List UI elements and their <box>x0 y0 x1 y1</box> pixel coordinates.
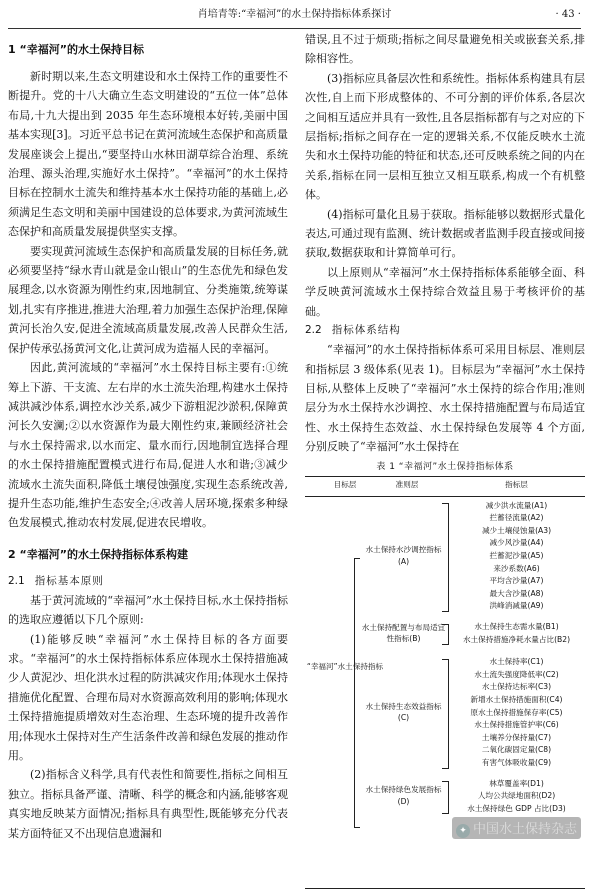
paragraph: (1)能够反映“幸福河”水土保持目标的各方面要求。“幸福河”的水土保持指标体系应体现水土保持措施减少人黄泥沙、坦化洪水过程的防洪减灾作用;体现水土保持措施优化配置、合理布局对水资源高效利用的影响;体现水土保持措施提质增效对生态治理、生态环境的提升改善作用;体现水土保持对生产生活条件改善和绿色发展的推动作用。 <box>8 632 288 762</box>
indicator-item: 水土保持绿色 GDP 占比(D3) <box>467 803 566 813</box>
page-header <box>8 6 581 29</box>
indicator-list <box>448 656 585 769</box>
indicator-list <box>448 500 585 613</box>
criterion-group <box>361 778 446 816</box>
section-2-2-heading <box>305 321 585 340</box>
indicator-item: 拦蓄径流量(A2) <box>489 513 544 523</box>
watermark <box>452 817 581 839</box>
paragraph: 要实现黄河流域生态保护和高质量发展的目标任务,就必须要坚持“绿水青山就是金山银山”的生态优先和绿色发展理念,以水资源为刚性约束,因地制宜、分类施策,统筹谋划,扎实有序推进,推进大治理,着力加强生态保护治理,保障黄河长治久安,促进全流域高质量发展,改善人民群众生活,保护传承弘扬黄河文化,让黄河成为造福人民的幸福河。 <box>8 244 288 355</box>
indicator-item: 来沙系数(A6) <box>493 563 540 573</box>
paragraph: 新时期以来,生态文明建设和水土保持工作的重要性不断提升。党的十八大确立生态文明建设的“五位一体”总体布局,十九大提出到 2035 年生态环境根本好转,美丽中国基本实现[3]。习近平总书记在黄河流域生态保护和高质量发展座谈会上提出,“要坚持山水林田湖草综合治理、系统治理、源头治理,实施好水土保持”。“幸福河”的水土保持目标在控制水土流失和维持基本水土保持功能的基础上,必须满足生态文明和美丽中国建设的总体要求,为黄河流域生态保护和高质量发展提供坚实支撑。 <box>8 70 288 239</box>
indicator-item: 洪峰消减量(A9) <box>489 601 544 611</box>
wechat-icon: ✦ <box>456 824 470 838</box>
paragraph: 基于黄河流域的“幸福河”水土保持目标,水土保持指标的选取应遵循以下几个原则: <box>8 593 288 627</box>
table-header-cell: 目标层 <box>333 479 357 489</box>
indicator-item: 林草覆盖率(D1) <box>489 778 544 788</box>
criterion-group <box>361 621 446 646</box>
indicator-item: 最大含沙量(A8) <box>489 588 544 598</box>
left-column <box>8 40 288 843</box>
indicator-item: 水土保持生态需水量(B1) <box>474 621 559 631</box>
running-title: 肖培青等:“幸福河”的水土保持指标体系探讨 <box>197 9 392 20</box>
section-1-heading: 1 “幸福河”的水土保持目标 <box>8 43 144 56</box>
section-number: 2.2 <box>305 324 322 337</box>
paragraph: 因此,黄河流域的“幸福河”水土保持目标主要有:①统筹上下游、干支流、左右岸的水土流失治理,构建水土保持减洪减沙体系,调控水沙关系,减少下游粗泥沙淤积,保障黄河长久安澜;②以水资源作为最大刚性约束,兼顾经济社会与水土保持需求,以水而定、量水而行,因地制宜选择合理的水土保持措施配置模式进行布局,促进人水和谐;③减少流域水土流失面积,降低土壤侵蚀强度,实现生态系统改善,提升生态功能,维护生态安全;④改善人居环境,探索多种绿色发展模式,推动农村发展,促进农民增收。 <box>8 361 288 530</box>
indicator-item: 人均公共绿地面积(D2) <box>477 791 556 801</box>
criterion-label: 水土保持水沙调控指标(A) <box>365 545 442 566</box>
section-2-heading: 2 “幸福河”的水土保持指标体系构建 <box>8 547 188 561</box>
indicator-item: 水土保持率(C1) <box>489 657 544 667</box>
indicator-item: 减少洪水流量(A1) <box>485 500 548 510</box>
indicator-item: 减少土壤侵蚀量(A3) <box>481 525 552 535</box>
table-caption: 表 1 “幸福河”水土保持指标体系 <box>376 461 514 472</box>
criterion-label: 水土保持生态效益指标(C) <box>365 701 442 723</box>
section-2-1-heading <box>8 572 288 591</box>
section-title: 指标体系结构 <box>331 324 401 337</box>
section-title: 指标基本原则 <box>34 574 104 587</box>
indicator-item: 原水土保持措施保存率(C5) <box>470 707 563 717</box>
indicator-list <box>448 778 585 816</box>
indicator-item: 水土保持达标率(C3) <box>481 682 552 692</box>
watermark-text: 中国水土保持杂志 <box>472 822 577 837</box>
indicator-item: 水土保持措施净耗水量占比(B2) <box>462 634 571 644</box>
table-header-row <box>305 479 585 494</box>
indicator-item: 水土保持措施管护率(C6) <box>474 720 559 730</box>
paragraph: (4)指标可量化且易于获取。指标能够以数据形式量化表达,可通过现有监测、统计数据或者监测手段直接或间接获取,数据获取和计算简单可行。 <box>305 207 585 260</box>
indicator-item: 平均含沙量(A7) <box>489 576 544 586</box>
indicator-item: 新增水土保持措施面积(C4) <box>470 694 563 704</box>
indicator-item: 二氧化碳固定量(C8) <box>481 745 552 755</box>
page-number: · 43 · <box>555 9 581 20</box>
paragraph: 错误,且不过于烦琐;指标之间尽量避免相关或嵌套关系,排除相容性。 <box>305 33 585 66</box>
criterion-group <box>361 656 446 769</box>
indicator-list <box>448 621 585 646</box>
table-header-cell: 指标层 <box>505 479 528 489</box>
criterion-group <box>361 500 446 613</box>
paragraph: (2)指标含义科学,具有代表性和简要性,指标之间相互独立。指标具备严谨、清晰、科学的概念和内涵,能够客观真实地反映某方面情况;指标具有典型性,既能够充分代表某方面特征又不出现信息遗漏和 <box>8 768 288 840</box>
indicator-item: 有害气体吸收量(C9) <box>481 757 552 767</box>
criterion-label: 水土保持配置与布局适宜性指标(B) <box>361 622 446 644</box>
paragraph: “幸福河”的水土保持指标体系可采用目标层、准则层和指标层 3 级体系(见表 1)。目标层为“幸福河”水土保持目标,从整体上反映了“幸福河”水土保持的综合作用;准则层分为水土保持水沙调控、水土保持措施配置与布局适宜性、水土保持生态效益、水土保持绿色发展等 4 个方面,分别反映了“幸福河”水土保持在 <box>305 343 585 454</box>
indicator-item: 水土流失强度降低率(C2) <box>474 669 559 679</box>
indicator-item: 土壤养分保持量(C7) <box>481 732 552 742</box>
goal-bracket <box>354 558 360 828</box>
table-header-cell: 准则层 <box>395 479 419 489</box>
section-number: 2.1 <box>8 574 25 587</box>
goal-layer-cell: “幸福河”水土保持指标 <box>306 661 384 671</box>
indicator-item: 减少风沙量(A4) <box>489 538 544 548</box>
paragraph: 以上原则从“幸福河”水土保持指标体系能够全面、科学反映黄河流域水土保持综合效益且易于考核评价的基础。 <box>305 265 585 318</box>
right-column <box>305 30 585 890</box>
paragraph: (3)指标应具备层次性和系统性。指标体系构建具有层次性,自上而下形成整体的、不可分割的评价体系,各层次之间相互适应并具有一致性,且各层指标都有与之对应的下层指标;指标之间存在一定的逻辑关系,不仅能反映水土流失和水土保持功能的特征和状态,还可反映系统之间的内在关系,指标在同一层相互独立又相互联系,构成一个有机整体。 <box>305 71 585 202</box>
criterion-label: 水土保持绿色发展指标(D) <box>365 785 442 807</box>
indicator-item: 拦蓄泥沙量(A5) <box>489 550 544 560</box>
